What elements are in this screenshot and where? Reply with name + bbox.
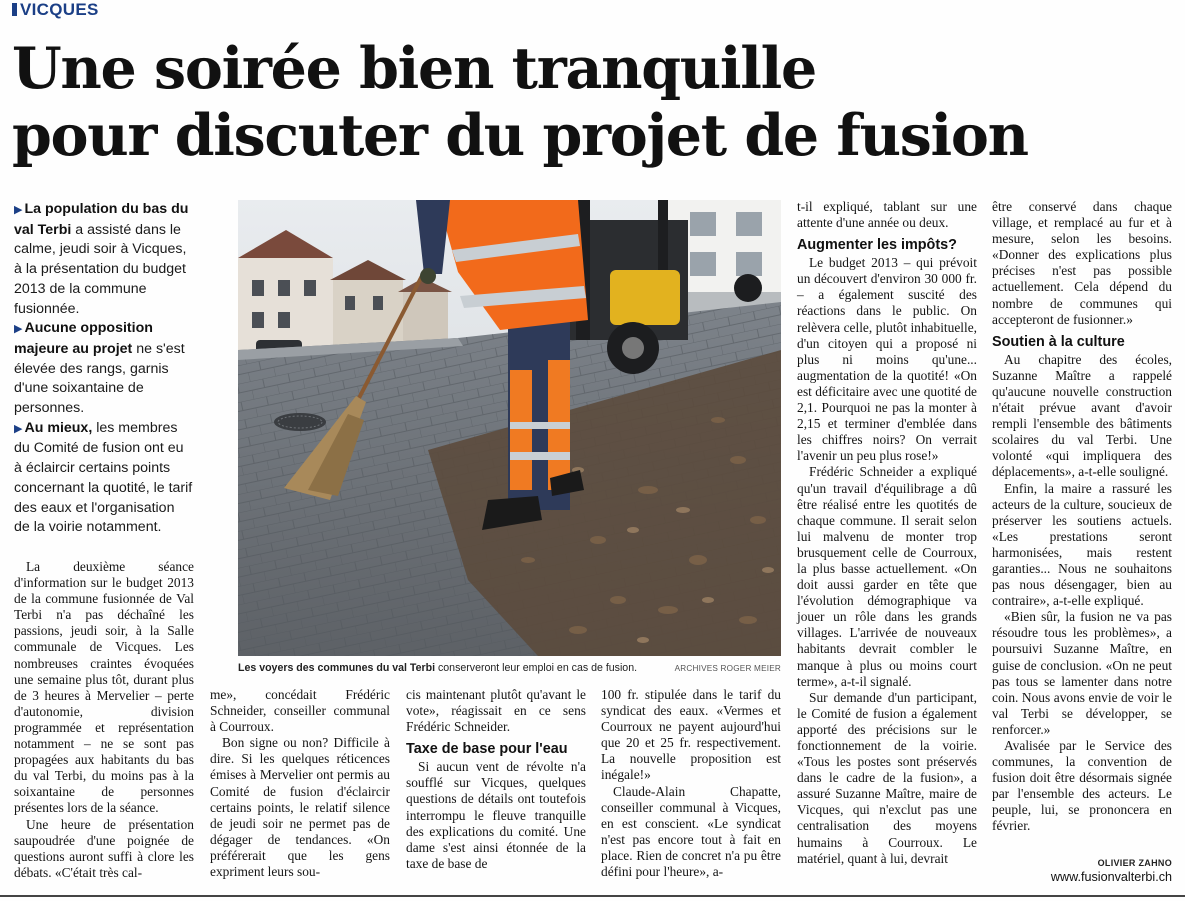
lead-bold: La population du bas du val Terbi [14,201,189,238]
lead-bold: Au mieux, [24,419,93,436]
article-column-2 [210,687,390,880]
paragraph: cis maintenant plutôt qu'avant le vote», réagissait en ce sens Frédéric Schneider. [406,687,586,735]
photo-caption [238,661,781,675]
rubric-marker [12,3,17,16]
triangle-bullet-icon: ▶ [14,422,23,435]
subheading: Soutien à la culture [992,333,1125,350]
lead-item [14,419,194,538]
lead-text: les membres du Comité de fusion ont eu à éclaircir certains points concernant la quotité, le tarif des eaux et l'organisation de la voirie notamment. [14,419,193,536]
paragraph: Une heure de présentation saupoudrée d'une poignée de questions auront suffi à clore les débats. «C'était très cal- [14,816,194,880]
caption-text: conserveront leur emploi en cas de fusion. [435,662,638,674]
headline [12,35,1172,169]
paragraph: «Bien sûr, la fusion ne va pas résoudre tous les problèmes», a poursuivi Suzanne Maître, en guise de conclusion. «On ne peut pas tous se lamenter dans notre coin. Nous avons envie de voir le val Terbi se développer, se renforcer.» [992,609,1172,737]
headline-line-1: Une soirée bien tranquille [12,35,816,102]
paragraph: t-il expliqué, tablant sur une attente d'une année ou deux. [797,199,977,231]
paragraph: être conservé dans chaque village, et remplacé au fur et à mesure, selon les besoins. «Donner des explications plus précises n'est pas possible actuellement. Cela dépend du nombre de communes qui accepteront de fusionner.» [992,199,1172,327]
paragraph: Enfin, la maire a rassuré les acteurs de la culture, soucieux de préserver les soutiens actuels. «Les prestations seront harmonisées, mais restent garanties... Nous ne souhaitons pas nous désengager, bien au contraire», a-t-elle expliqué. [992,480,1172,609]
article-column-4 [601,687,781,880]
paragraph: Avalisée par le Service des communes, la convention de fusion doit être désormais signée par l'ensemble des acteurs. Le peuple, lui, se prononcera en février. [992,738,1172,834]
paragraph: Le budget 2013 – qui prévoit un découvert d'environ 30 000 fr. – a également suscité des réactions dans le public. On relèvera celle, plutôt inhabituelle, d'un citoyen qui a proposé ni plus ni moins qu'une... augmentation de la quotité! «On est déficitaire avec une quotité de 2,1. Pourquoi ne pas la monter à 2,15 et terminer d'emblée dans les chiffres noirs? On verrait l'avenir un peu plus rose!» [797,255,977,464]
paragraph: 100 fr. stipulée dans le tarif du syndicat des eaux. «Vermes et Courroux ne payent aujourd'hui que 20 et 25 fr. respectivement. La nouvelle proposition est inégale!» [601,687,781,783]
paragraph: me», concédait Frédéric Schneider, conseiller communal à Courroux. [210,687,390,735]
article-column-1 [14,559,194,881]
author-signature: OLIVIER ZAHNO [1097,858,1172,868]
rubric-label: VICQUES [20,0,99,19]
lead-text: a assisté dans le calme, jeudi soir à Vicques, à la présentation du budget 2013 de la commune fusionnée. [14,221,187,317]
website-link[interactable]: www.fusionvalterbi.ch [1050,870,1172,884]
bottom-rule [0,895,1185,897]
triangle-bullet-icon: ▶ [14,204,23,216]
caption-bold: Les voyers des communes du val Terbi [238,662,436,674]
lead-bold: Aucune opposition majeure au projet [14,320,153,357]
subheading: Taxe de base pour l'eau [406,741,568,758]
paragraph: Au chapitre des écoles, Suzanne Maître a rappelé qu'aucune nouvelle construction n'était prévue avant d'avoir rempli l'ensemble des bâtiments scolaires du val Terbi. Une volonté «qui impliquera des déplacements», a-t-elle souligné. [992,351,1172,480]
paragraph: Claude-Alain Chapatte, conseiller communal à Vicques, en est conscient. «Le syndicat n'est pas encore tout à fait en place. Rien de concret n'a pu être défini pour l'heure», a- [601,783,781,880]
paragraph: La deuxième séance d'information sur le budget 2013 de la commune fusionnée de Val Terbi n'a pas déchaîné les passions, jeudi soir, à la Salle communale de Vicques. Les nombreuses craintes évoquées une semaine plus tôt, durant plus de 3 heures à Mervelier – perte d'autonomie, division programmée et représentation notamment – ne se sont pas propagées aux habitants du bas du val Terbi, du moins pas à la soixantaine de personnes présentes lors de la séance. [14,559,194,816]
lead-summary [14,200,194,538]
lead-text: ne s'est élevée des rangs, garnis d'une soixantaine de personnes. [14,340,185,417]
subheading: Augmenter les impôts? [797,237,957,254]
lead-item [14,319,194,419]
triangle-bullet-icon: ▶ [14,323,23,336]
section-rubric [12,0,99,20]
article-column-3 [406,687,586,872]
paragraph: Frédéric Schneider a expliqué qu'un travail d'équilibrage a dû être réalisé entre les quotités de chaque commune. Il serait selon lui malvenu de monter trop brusquement celle de Courroux, la plus basse actuellement. «On doit aussi garder en tête que l'évolution démographique va jouer un rôle dans les grands villages. L'arrivée de nouveaux habitants devrait combler le manque à plus ou moins court terme», a-t-il signalé. [797,464,977,689]
paragraph: Bon signe ou non? Difficile à dire. Si les quelques réticences émises à Mervelier ont permis au Comité de fusion d'éclaircir certains points, le relatif silence de jeudi soir ne permet pas de dégager de tendances. «On préférerait que les gens expriment leurs sou- [210,735,390,880]
photo-credit: ARCHIVES ROGER MEIER [674,664,781,673]
paragraph: Sur demande d'un participant, le Comité de fusion a également apporté des précisions sur le fonctionnement de la voirie. «Tous les postes sont préservés dans le cadre de la fusion», a assuré Suzanne Maître, maire de Vicques, qui n'exclut pas une centralisation des moyens humains à Courroux. Le matériel, quant à lui, devrait [797,689,977,866]
lead-item [14,200,194,319]
paragraph: Si aucun vent de révolte n'a soufflé sur Vicques, quelques questions de détails ont toutefois interrompu le fleuve tranquille des explications du comité. Une dame s'est ainsi étonnée de la taxe de base de [406,759,586,871]
article-column-5 [797,199,977,867]
article-photo [238,200,781,656]
article-column-6 [992,199,1172,835]
headline-line-2: pour discuter du projet de fusion [12,102,1028,169]
